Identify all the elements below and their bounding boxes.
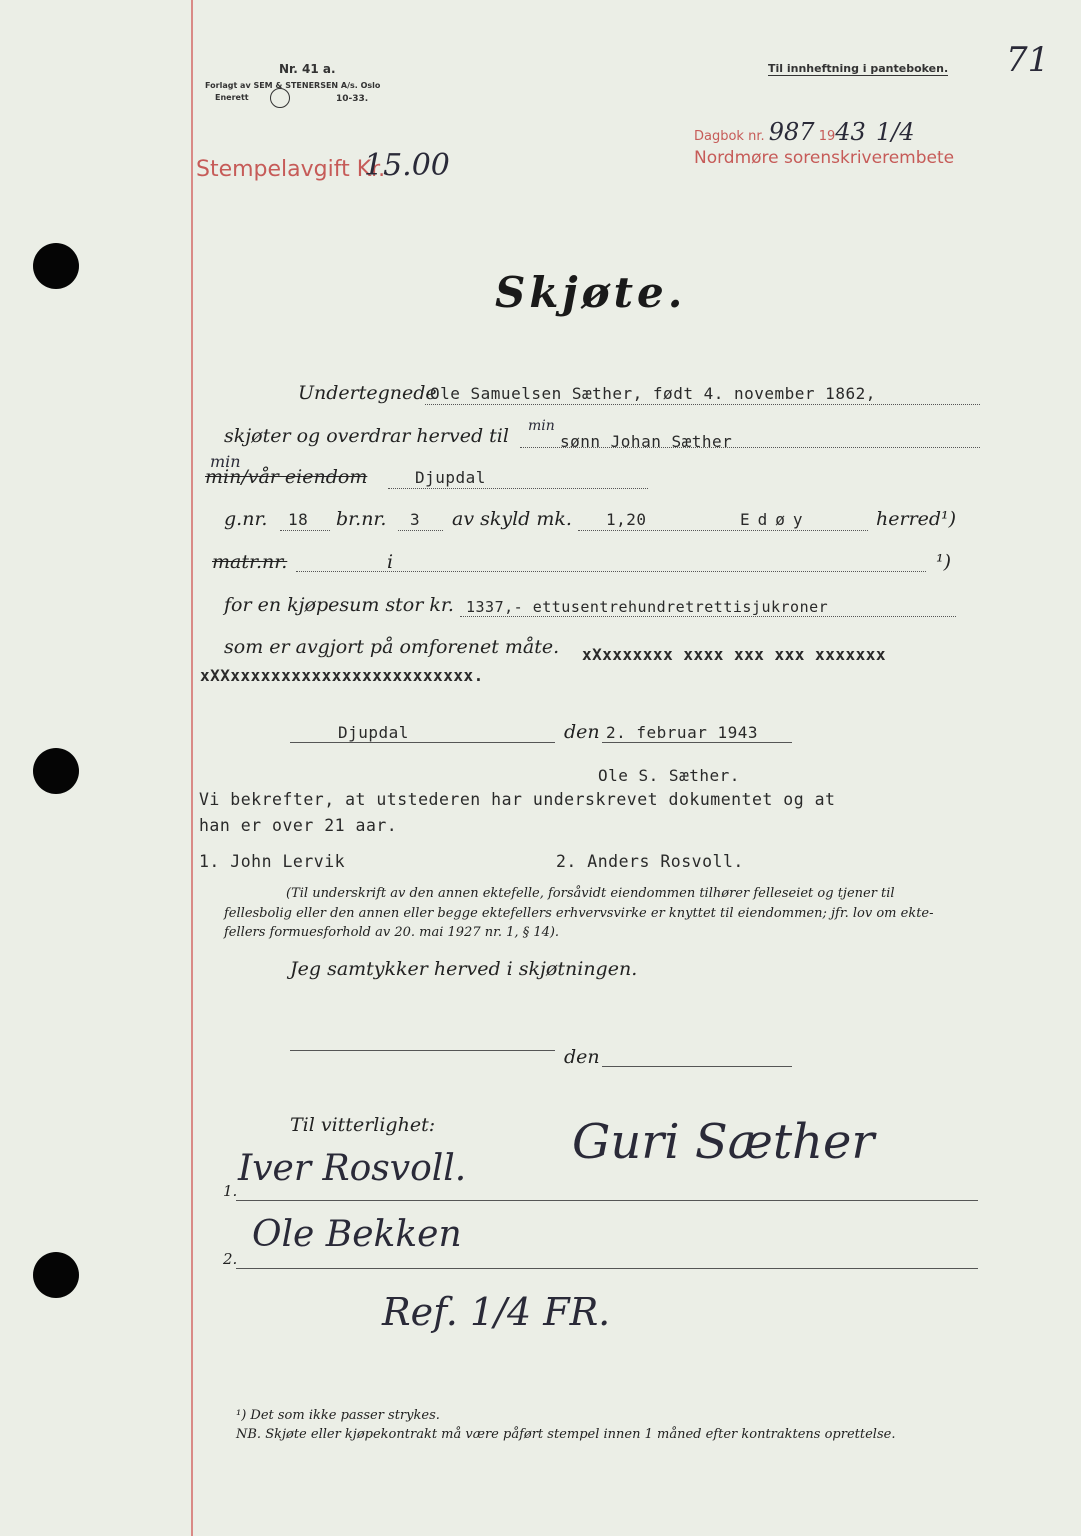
witness-number-1: 1. (223, 1182, 238, 1200)
signing-den-label: den (564, 721, 600, 743)
dagbok-year-prefix: 19 (818, 129, 836, 144)
dagbok-date: 1/4 (875, 118, 915, 146)
stamp-duty-amount: 15.00 (364, 148, 450, 183)
document-title: Skjøte. (495, 268, 687, 317)
witness-line-2 (236, 1268, 978, 1269)
matr-i: i (387, 551, 394, 573)
dagbok-number: 987 (768, 118, 815, 146)
binder-hole-middle (33, 748, 79, 794)
estate-value: Djupdal (415, 468, 486, 487)
herred-value: Edøy (740, 510, 811, 529)
confirmation-witness-1: 1. John Lervik (199, 852, 346, 871)
herred-label: herred¹) (876, 508, 957, 530)
publisher-line: Forlagt av SEM & STENERSEN A/s. Oslo (205, 81, 381, 90)
page-number: 71 (1006, 40, 1050, 80)
undersigned-label: Undertegnede (298, 382, 437, 404)
transfer-value: sønn Johan Sæther (560, 432, 733, 451)
signing-date: 2. februar 1943 (606, 723, 758, 742)
price-value: 1337,- ettusentrehundretrettisjukroner (466, 598, 829, 616)
confirmation-line-2: han er over 21 aar. (199, 816, 398, 835)
stamp-duty-label: Stempelavgift Kr. (196, 157, 386, 182)
consent-text: Jeg samtykker herved i skjøtningen. (290, 958, 638, 980)
spouse-note-line-1: (Til underskrift av den annen ektefelle, forsåvidt eiendommen tilhører felleseiet og tjener til (286, 886, 895, 901)
date-line (602, 742, 792, 743)
registry-annotation: Ref. 1/4 FR. (382, 1290, 611, 1334)
confirmation-line-1: Vi bekrefter, at utstederen har underskrevet dokumentet og at (199, 790, 836, 809)
dagbok-label: Dagbok nr. (694, 129, 765, 144)
confirmation-witness-2: 2. Anders Rosvoll. (556, 852, 744, 871)
undersigned-line (425, 404, 980, 405)
dagbok-year-suffix: 43 (835, 118, 866, 146)
signing-place: Djupdal (338, 723, 409, 742)
bnr-label: br.nr. (336, 508, 387, 530)
consent-signature-line (290, 1050, 555, 1051)
witness-line-1 (236, 1200, 978, 1201)
undersigned-value: Ole Samuelsen Sæther, født 4. november 1862, (430, 384, 876, 403)
signer-name: Ole S. Sæther. (598, 766, 740, 785)
witness-2-signature: Ole Bekken (252, 1214, 462, 1255)
gnr-label: g.nr. (224, 508, 268, 530)
estate-handwritten: min (210, 452, 241, 471)
binder-hole-top (33, 243, 79, 289)
binder-hole-bottom (33, 1252, 79, 1298)
bnr-value: 3 (410, 510, 421, 529)
skyld-line (578, 530, 868, 531)
gnr-line (280, 530, 330, 531)
price-line (460, 616, 956, 617)
margin-rule (191, 0, 193, 1536)
publisher-code: 10-33. (336, 94, 369, 104)
witnessing-label: Til vitterlighet: (290, 1114, 436, 1136)
matr-note: ¹) (936, 551, 952, 573)
strikeout-line-2: xXXxxxxxxxxxxxxxxxxxxxxxxxx. (200, 666, 484, 685)
price-label: for en kjøpesum stor kr. (224, 594, 454, 616)
spouse-note-line-3: fellers formuesforhold av 20. mai 1927 nr. 1, § 14). (224, 925, 560, 940)
strikeout-line-1: xXxxxxxxx xxxx xxx xxx xxxxxxx (582, 645, 886, 664)
registry-office: Nordmøre sorenskriverembete (694, 148, 955, 168)
consent-den-label: den (564, 1046, 600, 1068)
skyld-value: 1,20 (606, 510, 647, 529)
skyld-label: av skyld mk. (452, 508, 572, 530)
publisher-enerett: Enerett (215, 93, 249, 102)
footnote-1: ¹) Det som ikke passer strykes. (236, 1408, 440, 1423)
matr-label: matr.nr. (212, 551, 288, 573)
estate-label: min/vår eiendom (205, 466, 368, 488)
estate-line (388, 488, 648, 489)
footnote-2: NB. Skjøte eller kjøpekontrakt må være påført stempel innen 1 måned efter kontraktens oprettelse. (236, 1427, 896, 1442)
registry-stamp (694, 118, 915, 146)
witness-number-2: 2. (223, 1250, 238, 1268)
spouse-signature: Guri Sæther (572, 1114, 875, 1170)
spouse-note-line-2: fellesbolig eller den annen eller begge ektefellers erhvervsvirke er knyttet til eiendommen; jfr. lov om ekte- (224, 906, 934, 921)
form-number: Nr. 41 a. (279, 62, 336, 76)
gnr-value: 18 (288, 510, 309, 529)
publisher-seal-icon (270, 88, 290, 108)
place-line (290, 742, 555, 743)
transfer-handwritten: min (528, 418, 555, 434)
bnr-line (398, 530, 443, 531)
witness-1-signature: Iver Rosvoll. (238, 1148, 467, 1189)
settled-label: som er avgjort på omforenet måte. (224, 636, 560, 658)
consent-date-line (602, 1066, 792, 1067)
binding-note: Til innheftning i panteboken. (768, 62, 949, 75)
transfer-label: skjøter og overdrar herved til (224, 425, 509, 447)
